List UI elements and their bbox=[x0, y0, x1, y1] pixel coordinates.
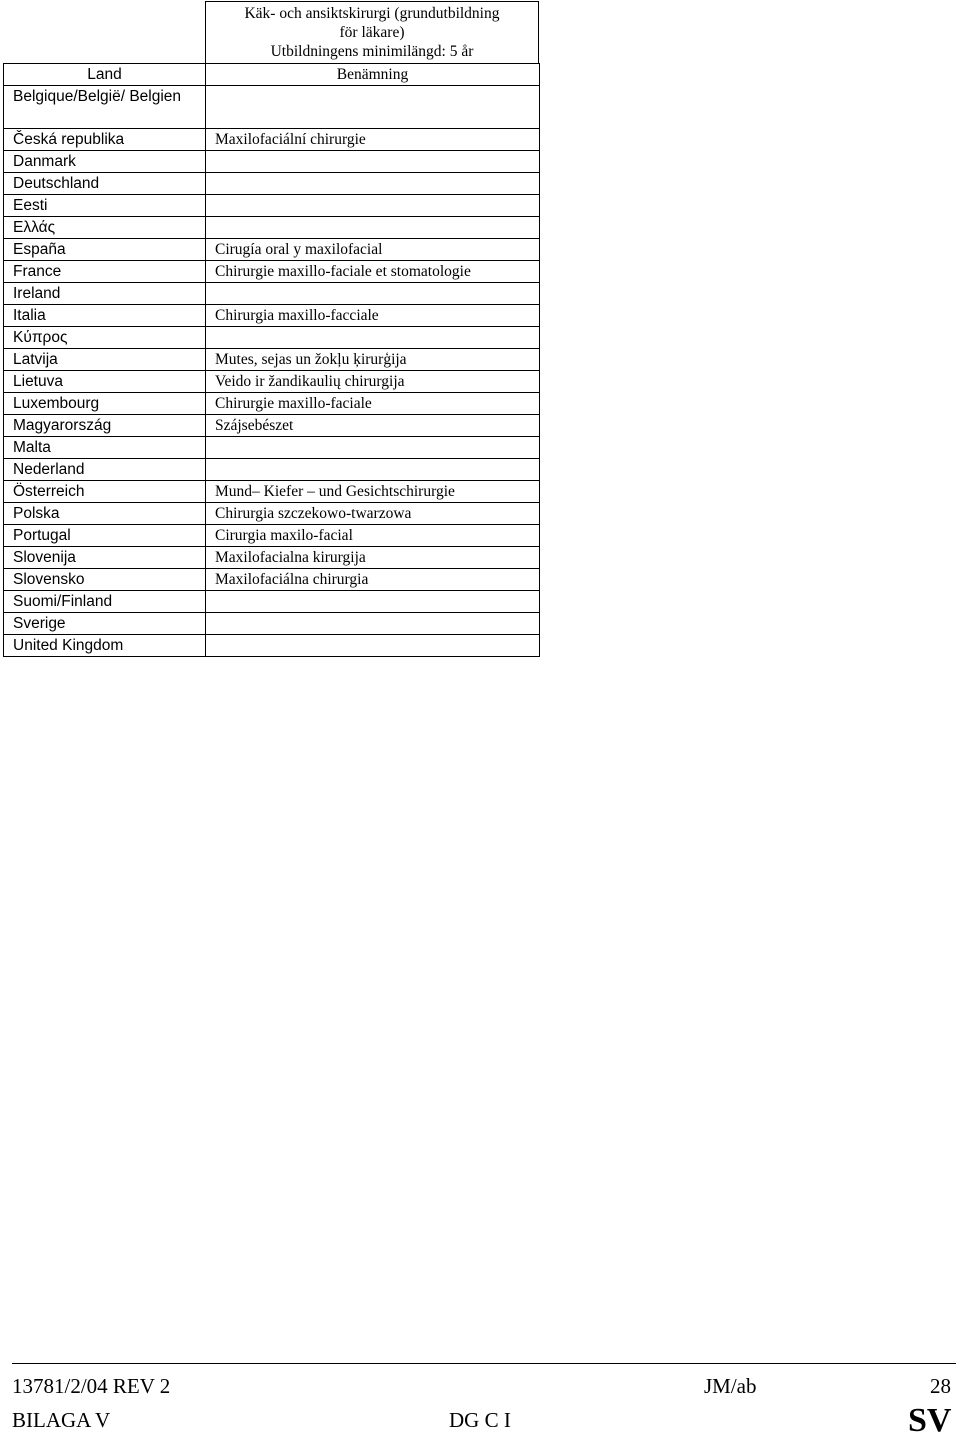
title-line-1: Käk- och ansiktskirurgi (grundutbildning bbox=[244, 5, 500, 22]
table-row bbox=[4, 283, 540, 305]
country-cell: Česká republika bbox=[4, 129, 206, 151]
min-duration-line: Utbildningens minimilängd: 5 år bbox=[270, 43, 474, 60]
column-header-term: Benämning bbox=[206, 64, 540, 86]
table-row bbox=[4, 327, 540, 349]
term-cell bbox=[206, 217, 540, 239]
country-cell: Italia bbox=[4, 305, 206, 327]
term-cell: Cirurgia maxilo-facial bbox=[206, 525, 540, 547]
table-row bbox=[4, 481, 540, 503]
table-row bbox=[4, 613, 540, 635]
country-cell: Ireland bbox=[4, 283, 206, 305]
country-cell: Magyarország bbox=[4, 415, 206, 437]
table-row bbox=[4, 371, 540, 393]
table-row bbox=[4, 635, 540, 657]
term-cell: Maxilofacialna kirurgija bbox=[206, 547, 540, 569]
term-cell bbox=[206, 437, 540, 459]
country-cell: Slovensko bbox=[4, 569, 206, 591]
country-cell: Eesti bbox=[4, 195, 206, 217]
table-row bbox=[4, 547, 540, 569]
term-cell bbox=[206, 613, 540, 635]
country-cell: Κύπρος bbox=[4, 327, 206, 349]
term-cell: Cirugía oral y maxilofacial bbox=[206, 239, 540, 261]
term-cell bbox=[206, 86, 540, 129]
table-row bbox=[4, 349, 540, 371]
country-cell: Polska bbox=[4, 503, 206, 525]
term-cell: Chirurgie maxillo-faciale et stomatologie bbox=[206, 261, 540, 283]
page-number: 28 bbox=[930, 1374, 951, 1398]
country-cell: Danmark bbox=[4, 151, 206, 173]
table-row bbox=[4, 173, 540, 195]
term-cell: Chirurgie maxillo-faciale bbox=[206, 393, 540, 415]
table-row bbox=[4, 261, 540, 283]
table-row bbox=[4, 151, 540, 173]
term-cell: Szájsebészet bbox=[206, 415, 540, 437]
country-cell: Malta bbox=[4, 437, 206, 459]
country-term-table bbox=[3, 63, 540, 657]
term-cell: Maxilofaciálna chirurgia bbox=[206, 569, 540, 591]
table-title-cell bbox=[205, 1, 539, 64]
table-row bbox=[4, 86, 540, 129]
country-cell: Lietuva bbox=[4, 371, 206, 393]
term-cell bbox=[206, 591, 540, 613]
table-row bbox=[4, 437, 540, 459]
annex-label: BILAGA V bbox=[12, 1408, 111, 1432]
term-cell: Mutes, sejas un žokļu ķirurģija bbox=[206, 349, 540, 371]
country-cell: España bbox=[4, 239, 206, 261]
country-cell: Latvija bbox=[4, 349, 206, 371]
country-cell: Nederland bbox=[4, 459, 206, 481]
table-row bbox=[4, 525, 540, 547]
term-cell: Chirurgia szczekowo-twarzowa bbox=[206, 503, 540, 525]
term-cell bbox=[206, 327, 540, 349]
country-cell: Suomi/Finland bbox=[4, 591, 206, 613]
table-row bbox=[4, 459, 540, 481]
country-cell: Deutschland bbox=[4, 173, 206, 195]
author-initials: JM/ab bbox=[704, 1374, 757, 1398]
country-cell: France bbox=[4, 261, 206, 283]
term-cell bbox=[206, 283, 540, 305]
table-row bbox=[4, 393, 540, 415]
table-row bbox=[4, 503, 540, 525]
table-row bbox=[4, 305, 540, 327]
table-row bbox=[4, 129, 540, 151]
country-cell: Sverige bbox=[4, 613, 206, 635]
table-row bbox=[4, 217, 540, 239]
country-cell: Ελλάς bbox=[4, 217, 206, 239]
term-cell: Veido ir žandikaulių chirurgija bbox=[206, 371, 540, 393]
table-row bbox=[4, 591, 540, 613]
table-row bbox=[4, 195, 540, 217]
language-code: SV bbox=[908, 1402, 952, 1439]
table-row bbox=[4, 569, 540, 591]
table-row bbox=[4, 415, 540, 437]
term-cell bbox=[206, 635, 540, 657]
country-cell: United Kingdom bbox=[4, 635, 206, 657]
footer-rule bbox=[12, 1363, 956, 1364]
term-cell: Chirurgia maxillo-facciale bbox=[206, 305, 540, 327]
term-cell bbox=[206, 151, 540, 173]
table-header-row bbox=[4, 64, 540, 86]
document-number: 13781/2/04 REV 2 bbox=[12, 1374, 171, 1398]
country-cell: Belgique/België/ Belgien bbox=[4, 86, 206, 129]
term-cell bbox=[206, 459, 540, 481]
country-cell: Österreich bbox=[4, 481, 206, 503]
directorate-label: DG C I bbox=[449, 1408, 511, 1432]
term-cell: Maxilofaciální chirurgie bbox=[206, 129, 540, 151]
term-cell: Mund– Kiefer – und Gesichtschirurgie bbox=[206, 481, 540, 503]
table-row bbox=[4, 239, 540, 261]
term-cell bbox=[206, 173, 540, 195]
term-cell bbox=[206, 195, 540, 217]
country-cell: Slovenija bbox=[4, 547, 206, 569]
title-line-2: för läkare) bbox=[339, 24, 405, 41]
column-header-country: Land bbox=[4, 64, 206, 86]
country-cell: Portugal bbox=[4, 525, 206, 547]
country-cell: Luxembourg bbox=[4, 393, 206, 415]
